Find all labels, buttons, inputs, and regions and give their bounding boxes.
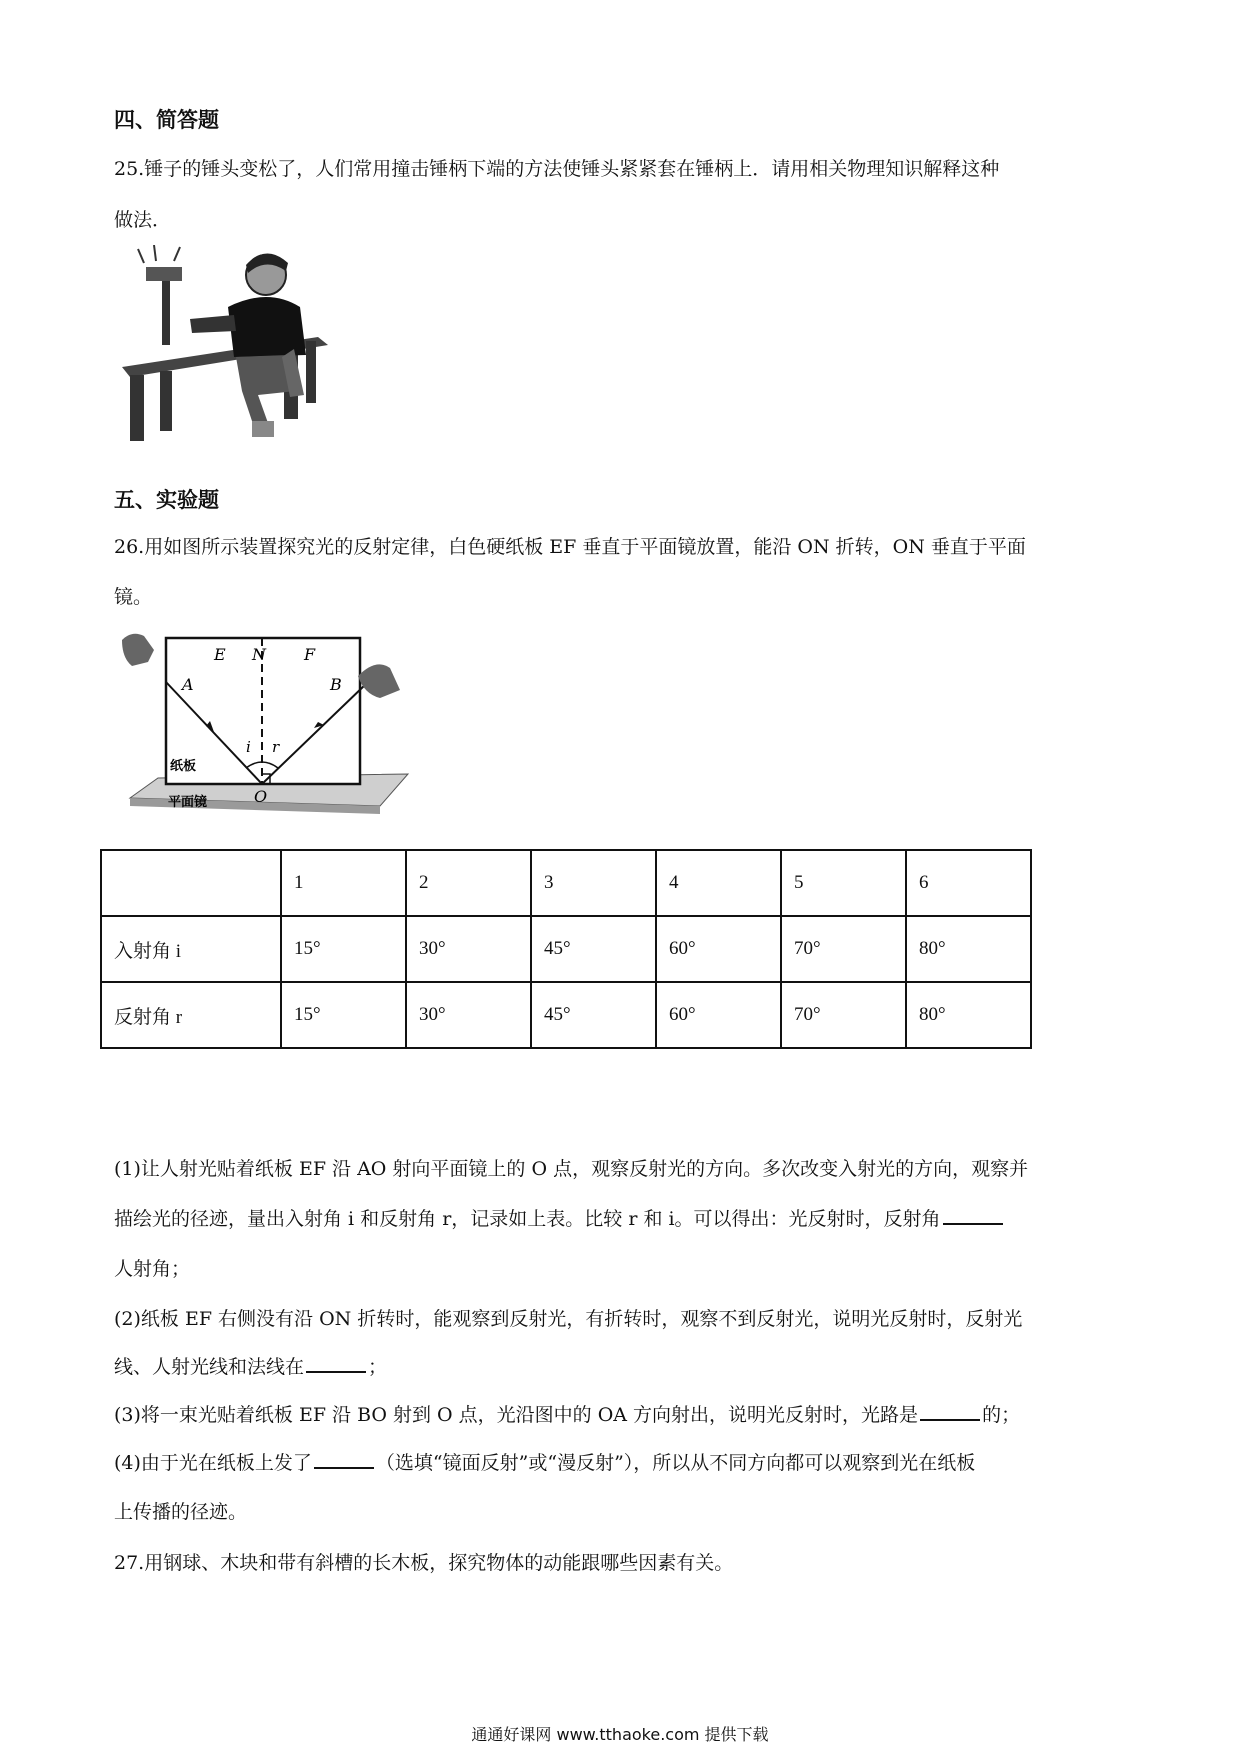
label-E: E [214,645,226,664]
hammer-man-illustration [118,245,340,461]
label-B: B [330,675,342,694]
table-cell: 70° [781,916,906,982]
subq1-line3: 人射角； [114,1258,191,1280]
answer-blank-2[interactable] [306,1353,366,1373]
subq1-line1: (1)让人射光贴着纸板 EF 沿 AO 射向平面镜上的 O 点，观察反射光的方向。多次改变入射光的方向，观察并 [114,1158,1029,1180]
table-cell: 80° [906,916,1031,982]
angle-data-table [100,849,1032,1049]
table-cell: 5 [781,850,906,916]
row-label-reflected: 反射角 r [101,982,281,1048]
label-board: 纸板 [170,759,197,774]
answer-blank-1[interactable] [943,1205,1003,1225]
table-cell: 15° [281,982,406,1048]
subq3-end: 的； [982,1404,1021,1426]
subq2-end: ； [368,1356,388,1378]
subq4-end: （选填“镜面反射”或“漫反射”），所以从不同方向都可以观察到光在纸板 [375,1452,976,1474]
subq4-line1 [114,1448,975,1475]
table-cell: 15° [281,916,406,982]
section-4-title: 四、简答题 [114,108,219,132]
table-row [101,850,1031,916]
label-i: i [246,738,251,756]
row-label-incident: 入射角 i [101,916,281,982]
label-N: N [252,645,266,664]
table-cell: 70° [781,982,906,1048]
label-mirror: 平面镜 [168,795,208,810]
subq4-line2: 上传播的径迹。 [114,1501,248,1523]
answer-blank-3[interactable] [920,1401,980,1421]
subq1-text: 描绘光的径迹，量出入射角 i 和反射角 r，记录如上表。比较 r 和 i。可以得出：光反射时，反射角 [114,1208,941,1230]
page-footer: 通通好课网 www.tthaoke.com 提供下载 [471,1725,769,1744]
subq2-line2 [114,1352,387,1379]
label-r: r [272,738,280,756]
section-5-title: 五、实验题 [114,488,219,512]
q25-text-line2: 做法． [114,209,172,231]
subq2-text: 线、人射光线和法线在 [114,1356,305,1378]
table-cell: 2 [406,850,531,916]
label-F: F [304,645,316,664]
answer-blank-4[interactable] [314,1449,374,1469]
table-cell: 4 [656,850,781,916]
table-cell: 30° [406,982,531,1048]
subq4-text: (4)由于光在纸板上发了 [114,1452,312,1474]
q26-text-line1: 26.用如图所示装置探究光的反射定律，白色硬纸板 EF 垂直于平面镜放置，能沿 ON 折转，ON 垂直于平面 [114,536,1026,558]
table-cell: 45° [531,982,656,1048]
table-cell [101,850,281,916]
table-cell: 1 [281,850,406,916]
q27-text: 27.用钢球、木块和带有斜槽的长木板，探究物体的动能跟哪些因素有关。 [114,1552,734,1574]
table-cell: 30° [406,916,531,982]
q25-text-line1: 25.锤子的锤头变松了，人们常用撞击锤柄下端的方法使锤头紧紧套在锤柄上．请用相关物理知识解释这种 [114,158,1000,180]
table-cell: 80° [906,982,1031,1048]
label-A: A [182,675,194,694]
table-cell: 60° [656,916,781,982]
table-cell: 60° [656,982,781,1048]
q26-text-line2: 镜。 [114,586,153,608]
table-cell: 6 [906,850,1031,916]
label-O: O [254,787,268,806]
table-cell: 3 [531,850,656,916]
subq3-text: (3)将一束光贴着纸板 EF 沿 BO 射到 O 点，光沿图中的 OA 方向射出，说明光反射时，光路是 [114,1404,919,1426]
table-cell: 45° [531,916,656,982]
reflection-diagram [118,628,418,828]
subq3-line1 [114,1400,1020,1427]
subq2-line1: (2)纸板 EF 右侧没有沿 ON 折转时，能观察到反射光，有折转时，观察不到反射光，说明光反射时，反射光 [114,1308,1023,1330]
table-row [101,982,1031,1048]
table-row [101,916,1031,982]
subq1-line2 [114,1204,1005,1231]
